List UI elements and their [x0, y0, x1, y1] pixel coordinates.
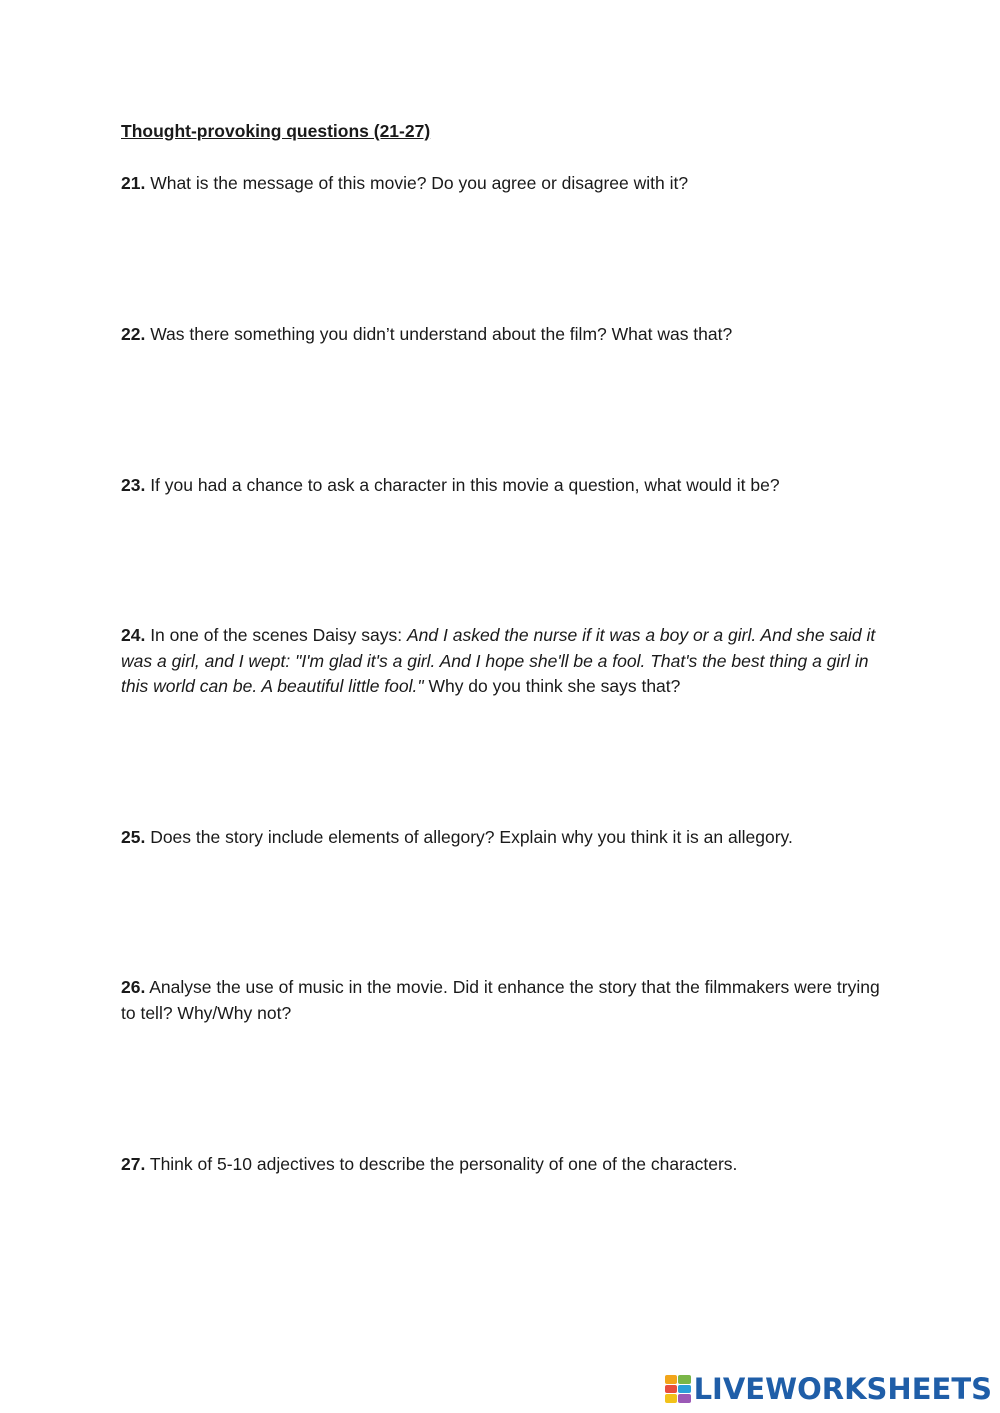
logo-text: LIVEWORKSHEETS [693, 1372, 992, 1406]
question-number: 25. [121, 827, 146, 847]
question-22 [121, 322, 891, 348]
question-26 [121, 975, 891, 1026]
question-text: Was there something you didn’t understand about the film? What was that? [145, 324, 733, 344]
section-heading: Thought-provoking questions (21-27) [121, 121, 431, 141]
question-number: 23. [121, 475, 146, 495]
question-24 [121, 623, 891, 700]
question-number: 26. [121, 977, 146, 997]
question-27 [121, 1152, 891, 1178]
question-number: 27. [121, 1154, 146, 1174]
question-number: 22. [121, 324, 146, 344]
question-number: 24. [121, 625, 146, 645]
liveworksheets-logo [665, 1371, 992, 1407]
logo-block [678, 1394, 691, 1403]
question-text: In one of the scenes Daisy says: [145, 625, 407, 645]
liveworksheets-logo-icon [665, 1375, 691, 1403]
logo-block [665, 1385, 678, 1394]
question-text: Does the story include elements of allegory? Explain why you think it is an allegory. [145, 827, 793, 847]
question-text: What is the message of this movie? Do you agree or disagree with it? [145, 173, 689, 193]
question-21 [121, 171, 891, 197]
logo-block [665, 1394, 678, 1403]
question-text-after: Why do you think she says that? [423, 676, 681, 696]
question-25 [121, 825, 891, 851]
question-number: 21. [121, 173, 146, 193]
logo-block [665, 1375, 678, 1384]
question-text: Think of 5-10 adjectives to describe the personality of one of the characters. [145, 1154, 738, 1174]
daisy-quote: And I asked the nurse if it was a boy or a girl. And she said it was a girl, and I wept: "I'm glad it's a girl. And I hope she'll be a fool. That's the best thing a girl in this world can be. A beautiful little fool." [121, 625, 876, 696]
question-23 [121, 473, 891, 499]
logo-block [678, 1385, 691, 1394]
question-text: Analyse the use of music in the movie. Did it enhance the story that the filmmakers were trying to tell? Why/Why not? [121, 977, 880, 1023]
logo-block [678, 1375, 691, 1384]
question-text: If you had a chance to ask a character in this movie a question, what would it be? [145, 475, 780, 495]
